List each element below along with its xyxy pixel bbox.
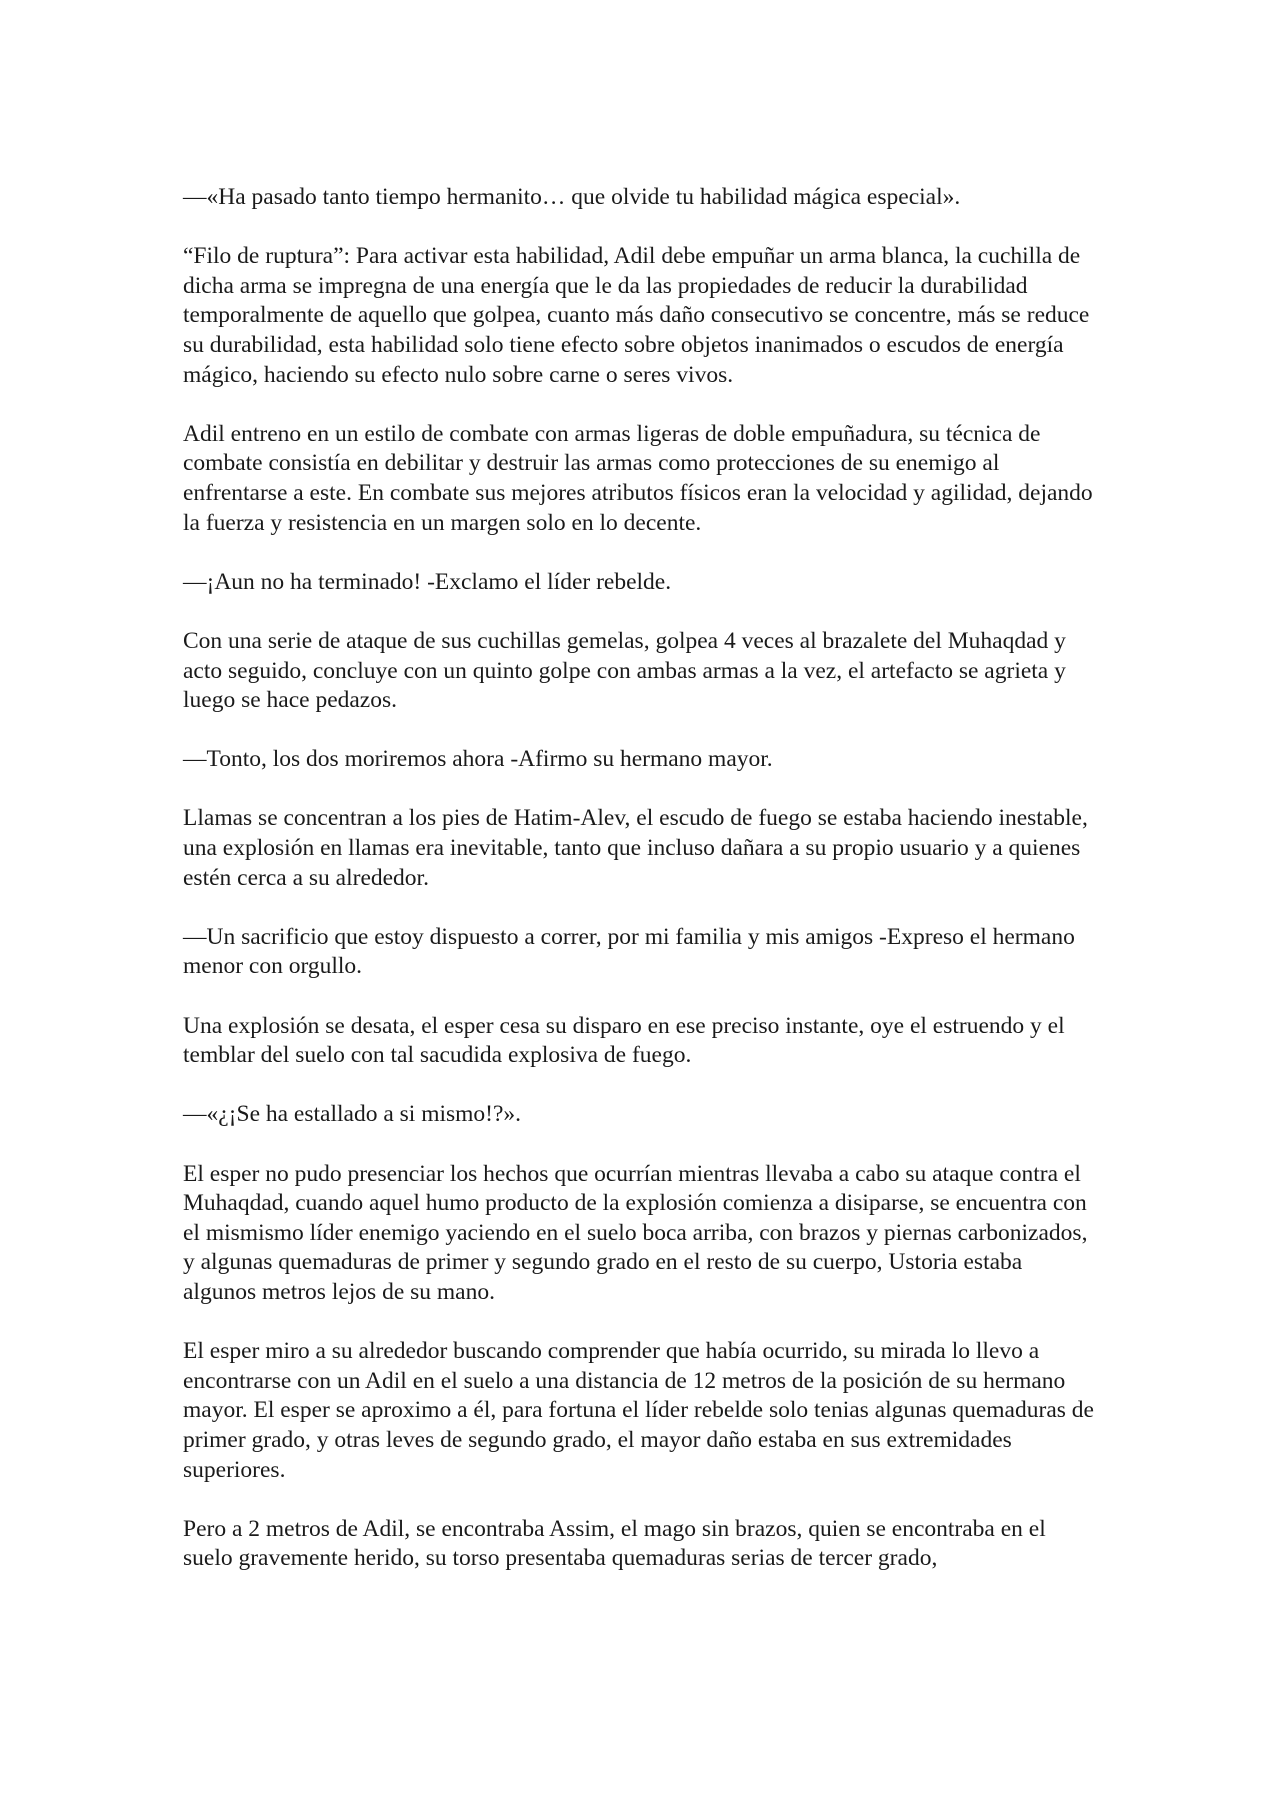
paragraph: Una explosión se desata, el esper cesa su disparo en ese preciso instante, oye el estruendo y el temblar del suelo con tal sacudida explosiva de fuego.	[183, 1012, 1065, 1069]
paragraph: El esper miro a su alrededor buscando comprender que había ocurrido, su mirada lo llevo a encontrarse con un Adil en el suelo a una distancia de 12 metros de la posición de su hermano mayor. El esper se aproximo a él, para fortuna el líder rebelde solo tenias algunas quemaduras de primer grado, y otras leves de segundo grado, el mayor daño estaba en sus extremidades superiores.	[183, 1338, 1094, 1483]
paragraph: Llamas se concentran a los pies de Hatim-Alev, el escudo de fuego se estaba haciendo inestable, una explosión en llamas era inevitable, tanto que incluso dañara a su propio usuario y a quienes estén cerca a su alrededor.	[183, 805, 1088, 891]
paragraph: —Tonto, los dos moriremos ahora -Afirmo su hermano mayor.	[183, 746, 773, 773]
paragraph: El esper no pudo presenciar los hechos que ocurrían mientras llevaba a cabo su ataque contra el Muhaqdad, cuando aquel humo producto de la explosión comienza a disiparse, se encuentra con el mismismo líder enemigo yaciendo en el suelo boca arriba, con brazos y piernas carbonizados, y algunas quemaduras de primer y segundo grado en el resto de su cuerpo, Ustoria estaba algunos metros lejos de su mano.	[183, 1160, 1088, 1305]
paragraph: “Filo de ruptura”: Para activar esta habilidad, Adil debe empuñar un arma blanca, la cuchilla de dicha arma se impregna de una energía que le da las propiedades de reducir la durabilidad temporalmente de aquello que golpea, cuanto más daño consecutivo se concentre, más se reduce su durabilidad, esta habilidad solo tiene efecto sobre objetos inanimados o escudos de energía mágico, haciendo su efecto nulo sobre carne o seres vivos.	[183, 243, 1090, 388]
paragraph: —«¿¡Se ha estallado a si mismo!?».	[183, 1101, 522, 1128]
paragraph: Pero a 2 metros de Adil, se encontraba Assim, el mago sin brazos, quien se encontraba en el suelo gravemente herido, su torso presentaba quemaduras serias de tercer grado,	[183, 1515, 1046, 1572]
paragraph: —¡Aun no ha terminado! -Exclamo el líder rebelde.	[183, 568, 672, 595]
paragraph: —«Ha pasado tanto tiempo hermanito… que olvide tu habilidad mágica especial».	[183, 184, 961, 210]
paragraph: —Un sacrificio que estoy dispuesto a correr, por mi familia y mis amigos -Expreso el hermano menor con orgullo.	[183, 923, 1075, 980]
paragraph: Adil entreno en un estilo de combate con armas ligeras de doble empuñadura, su técnica de combate consistía en debilitar y destruir las armas como protecciones de su enemigo al enfrentarse a este. En combate sus mejores atributos físicos eran la velocidad y agilidad, dejando la fuerza y resistencia en un margen solo en lo decente.	[183, 420, 1093, 536]
paragraph: Con una serie de ataque de sus cuchillas gemelas, golpea 4 veces al brazalete del Muhaqdad y acto seguido, concluye con un quinto golpe con ambas armas a la vez, el artefacto se agrieta y luego se hace pedazos.	[183, 627, 1066, 714]
